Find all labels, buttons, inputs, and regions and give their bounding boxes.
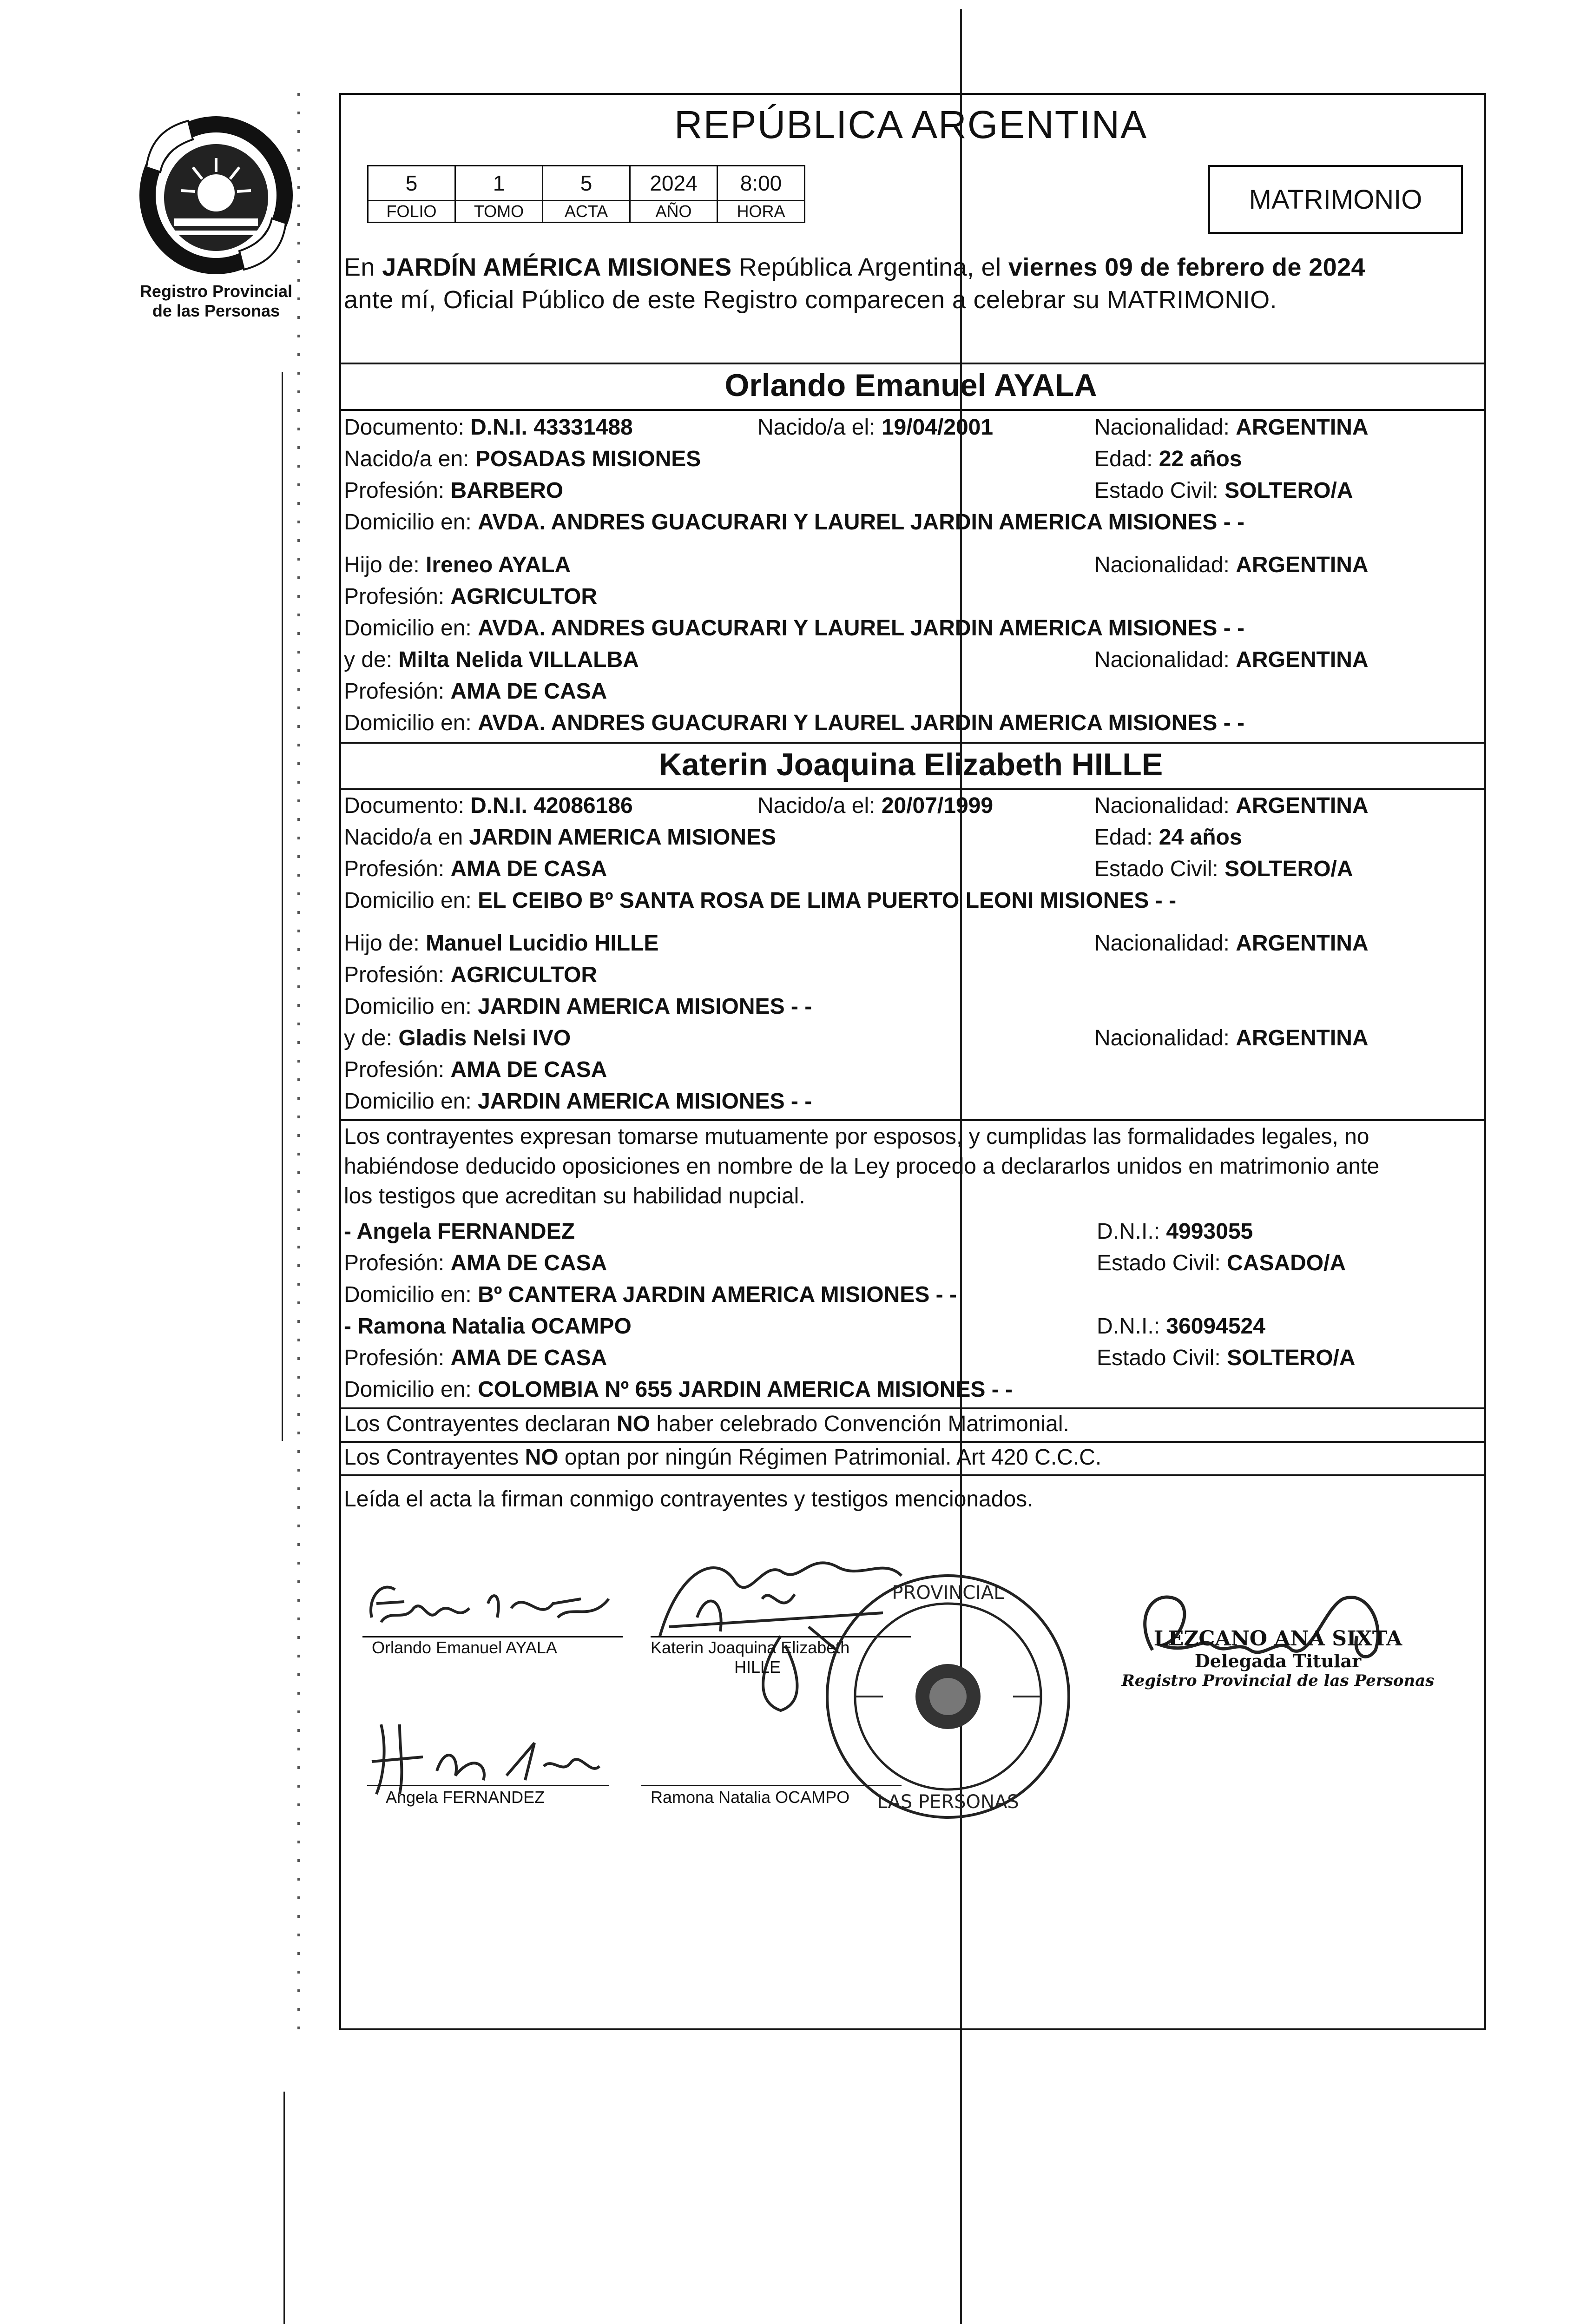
convention2-pre: Los Contrayentes (344, 1445, 525, 1470)
bride-born-in-label: Nacido/a en (344, 825, 469, 850)
bride-age-value: 24 años (1159, 825, 1242, 850)
official-seal-icon (818, 1566, 1078, 1827)
bride-father-addr-label: Domicilio en: (344, 994, 478, 1019)
groom-father-prof-value: AGRICULTOR (450, 584, 597, 609)
bride-name: Katerin Joaquina Elizabeth HILLE (658, 747, 1163, 782)
bride-father-prof-value: AGRICULTOR (450, 963, 597, 987)
registrar-office: Registro Provincial de las Personas (1121, 1671, 1435, 1690)
witness2-dni-label: D.N.I.: (1097, 1314, 1166, 1339)
convention1-no: NO (617, 1412, 651, 1436)
groom-mother-nat-label: Nacionalidad: (1094, 647, 1236, 672)
declaration-divider (339, 1119, 1484, 1121)
convention1-post: haber celebrado Convención Matrimonial. (650, 1412, 1069, 1436)
margin-bar-lower (283, 2092, 285, 2324)
bride-mother-nat-value: ARGENTINA (1236, 1026, 1369, 1050)
witness1-prof-label: Profesión: (344, 1251, 451, 1275)
groom-age-label: Edad: (1094, 447, 1159, 471)
witness2-dni-value: 36094524 (1166, 1314, 1265, 1339)
groom-mother-addr-value: AVDA. ANDRES GUACURARI Y LAUREL JARDIN AMERICA MISIONES - - (478, 711, 1244, 735)
groom-addr-value: AVDA. ANDRES GUACURARI Y LAUREL JARDIN AMERICA MISIONES - - (478, 510, 1244, 535)
conventions-divider-2 (339, 1441, 1484, 1443)
bride-mother-addr-value: JARDIN AMERICA MISIONES - - (478, 1089, 812, 1114)
registrar-name: LEZCANO ANA SIXTA (1153, 1627, 1402, 1651)
groom-born-in-label: Nacido/a en: (344, 447, 475, 471)
declaration-line3: los testigos que acreditan su habilidad nupcial. (344, 1184, 805, 1208)
groom-nat-label: Nacionalidad: (1094, 415, 1236, 440)
provincial-crest-icon (132, 112, 300, 279)
bride-mother-value: Gladis Nelsi IVO (398, 1026, 571, 1050)
witness2-prof-label: Profesión: (344, 1346, 451, 1370)
witness1-dni-label: D.N.I.: (1097, 1219, 1166, 1244)
opening-line2: ante mí, Oficial Público de este Registro comparecen a celebrar su MATRIMONIO. (344, 286, 1277, 314)
witness2-name: - Ramona Natalia OCAMPO (344, 1314, 632, 1339)
groom-father-nat-label: Nacionalidad: (1094, 553, 1236, 577)
convention2-no: NO (525, 1445, 559, 1470)
bride-doc-value: D.N.I. 42086186 (470, 793, 633, 818)
groom-prof-value: BARBERO (450, 478, 564, 503)
witness2-prof-value: AMA DE CASA (450, 1346, 607, 1370)
bride-doc-label: Documento: (344, 793, 471, 818)
bride-prof-label: Profesión: (344, 857, 451, 881)
groom-father-value: Ireneo AYALA (426, 553, 571, 577)
witness2-civil-label: Estado Civil: (1097, 1346, 1227, 1370)
opening-prefix: En (344, 253, 382, 281)
groom-mother-label: y de: (344, 647, 399, 672)
bride-father-nat-value: ARGENTINA (1236, 931, 1369, 956)
bride-addr-label: Domicilio en: (344, 888, 478, 913)
groom-prof-label: Profesión: (344, 478, 451, 503)
bride-civil-label: Estado Civil: (1094, 857, 1225, 881)
declaration-line2: habiéndose deducido oposiciones en nombre de la Ley procedo a declararlos unidos en matrimonio ante (344, 1154, 1380, 1179)
closing-statement: Leída el acta la firman conmigo contrayentes y testigos mencionados. (344, 1487, 1034, 1512)
opening-date: viernes 09 de febrero de 2024 (1008, 253, 1365, 281)
bride-nat-value: ARGENTINA (1236, 793, 1369, 818)
registry-name-line1: Registro Provincial (139, 282, 293, 301)
bride-born-on-label: Nacido/a el: (757, 793, 882, 818)
opening-mid: República Argentina, el (731, 253, 1008, 281)
groom-civil-value: SOLTERO/A (1224, 478, 1353, 503)
bride-prof-value: AMA DE CASA (450, 857, 607, 881)
witness1-name: - Angela FERNANDEZ (344, 1219, 575, 1244)
bride-age-label: Edad: (1094, 825, 1159, 850)
witness1-dni-value: 4993055 (1166, 1219, 1253, 1244)
groom-name: Orlando Emanuel AYALA (724, 368, 1097, 403)
bride-mother-nat-label: Nacionalidad: (1094, 1026, 1236, 1050)
tomo-label: TOMO (455, 201, 543, 223)
bride-father-label: Hijo de: (344, 931, 426, 956)
groom-signature-line (362, 1636, 623, 1637)
opening-statement (344, 251, 1482, 316)
folio-label: FOLIO (368, 201, 455, 223)
opening-place: JARDÍN AMÉRICA MISIONES (382, 253, 732, 281)
witness1-civil-label: Estado Civil: (1097, 1251, 1227, 1275)
bride-born-on-value: 20/07/1999 (881, 793, 994, 818)
registry-logo-block (118, 112, 314, 335)
acta-label: ACTA (543, 201, 630, 223)
tomo-value: 1 (455, 166, 543, 201)
bride-signature-label-1: Katerin Joaquina Elizabeth (651, 1638, 850, 1657)
groom-addr-label: Domicilio en: (344, 510, 478, 535)
bride-nat-label: Nacionalidad: (1094, 793, 1236, 818)
groom-mother-nat-value: ARGENTINA (1236, 647, 1369, 672)
bride-divider (339, 742, 1484, 744)
groom-age-value: 22 años (1159, 447, 1242, 471)
groom-civil-label: Estado Civil: (1094, 478, 1225, 503)
year-label: AÑO (630, 201, 718, 223)
groom-mother-prof-value: AMA DE CASA (450, 679, 607, 704)
record-number-table (367, 165, 805, 223)
groom-father-addr-label: Domicilio en: (344, 616, 478, 640)
groom-doc-value: D.N.I. 43331488 (470, 415, 633, 440)
groom-father-prof-label: Profesión: (344, 584, 451, 609)
svg-text:LAS PERSONAS: LAS PERSONAS (877, 1791, 1019, 1813)
convention2-post: optan por ningún Régimen Patrimonial. Art 420 C.C.C. (558, 1445, 1102, 1470)
groom-mother-addr-label: Domicilio en: (344, 711, 478, 735)
bride-born-in-value: JARDIN AMERICA MISIONES (469, 825, 777, 850)
groom-father-nat-value: ARGENTINA (1236, 553, 1369, 577)
registrar-role: Delegada Titular (1194, 1651, 1362, 1671)
groom-born-on-value: 19/04/2001 (881, 415, 994, 440)
bride-mother-prof-value: AMA DE CASA (450, 1057, 607, 1082)
bride-father-nat-label: Nacionalidad: (1094, 931, 1236, 956)
groom-name-underline (339, 409, 1484, 411)
witness2-civil-value: SOLTERO/A (1227, 1346, 1356, 1370)
witness1-signature-icon (367, 1715, 609, 1799)
witness2-addr-label: Domicilio en: (344, 1377, 478, 1402)
closing-divider (339, 1474, 1484, 1476)
witness2-addr-value: COLOMBIA Nº 655 JARDIN AMERICA MISIONES - - (478, 1377, 1013, 1402)
groom-mother-value: Milta Nelida VILLALBA (398, 647, 639, 672)
bride-father-addr-value: JARDIN AMERICA MISIONES - - (478, 994, 812, 1019)
record-type-box (1208, 165, 1463, 234)
witness1-addr-label: Domicilio en: (344, 1282, 478, 1307)
bride-mother-addr-label: Domicilio en: (344, 1089, 478, 1114)
groom-nat-value: ARGENTINA (1236, 415, 1369, 440)
groom-divider (339, 363, 1484, 364)
acta-value: 5 (543, 166, 630, 201)
bride-mother-prof-label: Profesión: (344, 1057, 451, 1082)
witness1-prof-value: AMA DE CASA (450, 1251, 607, 1275)
witness1-civil-value: CASADO/A (1227, 1251, 1346, 1275)
year-value: 2024 (630, 166, 718, 201)
country-title: REPÚBLICA ARGENTINA (674, 103, 1148, 146)
groom-born-on-label: Nacido/a el: (757, 415, 882, 440)
groom-born-in-value: POSADAS MISIONES (475, 447, 701, 471)
witness2-signature-label: Ramona Natalia OCAMPO (651, 1788, 850, 1807)
bride-name-underline (339, 788, 1484, 790)
groom-doc-label: Documento: (344, 415, 471, 440)
convention1-pre: Los Contrayentes declaran (344, 1412, 617, 1436)
groom-mother-prof-label: Profesión: (344, 679, 451, 704)
conventions-divider (339, 1407, 1484, 1409)
svg-text:PROVINCIAL: PROVINCIAL (892, 1582, 1004, 1604)
groom-signature-label: Orlando Emanuel AYALA (372, 1638, 557, 1657)
hour-value: 8:00 (718, 166, 805, 201)
margin-bar (282, 372, 283, 1441)
bride-addr-value: EL CEIBO Bº SANTA ROSA DE LIMA PUERTO LEONI MISIONES - - (478, 888, 1177, 913)
witness1-signature-line (367, 1785, 609, 1786)
record-type: MATRIMONIO (1249, 184, 1422, 215)
declaration-line1: Los contrayentes expresan tomarse mutuamente por esposos, y cumplidas las formalidades legales, no (344, 1124, 1369, 1149)
groom-father-addr-value: AVDA. ANDRES GUACURARI Y LAUREL JARDIN AMERICA MISIONES - - (478, 616, 1244, 640)
bride-mother-label: y de: (344, 1026, 399, 1050)
registry-name-line2: de las Personas (152, 301, 280, 320)
bride-father-value: Manuel Lucidio HILLE (426, 931, 659, 956)
groom-signature-icon (362, 1571, 623, 1636)
witness1-signature-label: Angela FERNANDEZ (386, 1788, 545, 1807)
witness1-addr-value: Bº CANTERA JARDIN AMERICA MISIONES - - (478, 1282, 957, 1307)
folio-value: 5 (368, 166, 455, 201)
margin-marks (297, 93, 300, 2045)
registrar-stamp (1111, 1627, 1445, 1690)
bride-signature-label-2: HILLE (734, 1657, 781, 1677)
groom-father-label: Hijo de: (344, 553, 426, 577)
hour-label: HORA (718, 201, 805, 223)
declaration-text (344, 1122, 1482, 1211)
bride-father-prof-label: Profesión: (344, 963, 451, 987)
bride-civil-value: SOLTERO/A (1224, 857, 1353, 881)
